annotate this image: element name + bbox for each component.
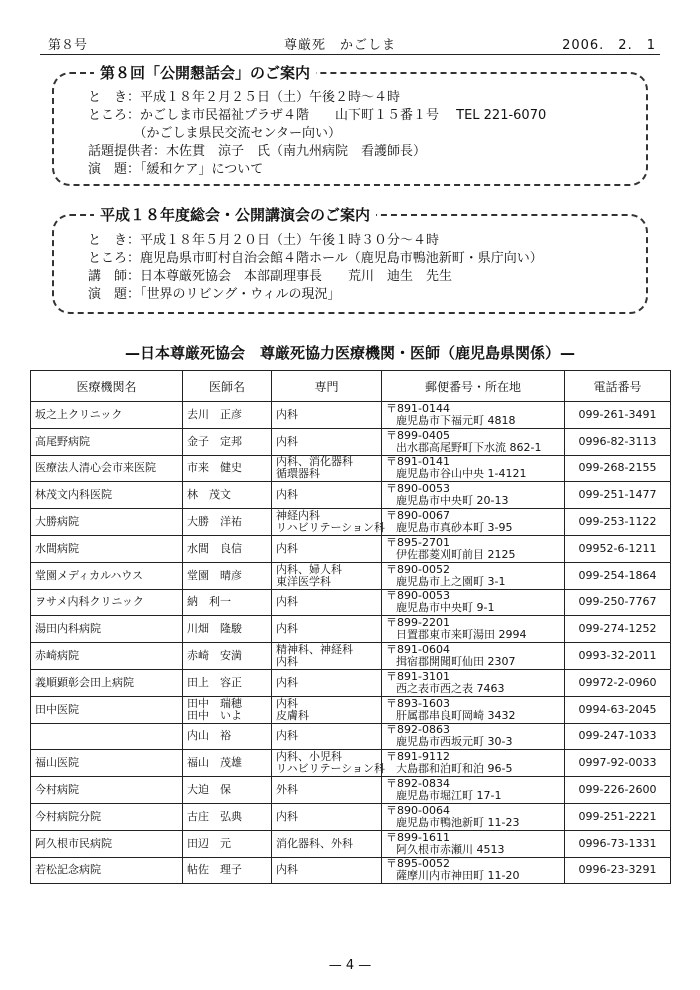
event2-line: 演 題：「世界のリビング・ウィルの現況」 (88, 287, 341, 302)
postal-code: 〒895-2701 (386, 535, 450, 549)
phone-number: 099-268-2155 (565, 455, 671, 482)
postal-code: 〒891-0144 (386, 401, 450, 415)
specialty: 内科、婦人科 東洋医学科 (272, 562, 382, 589)
address: 阿久根市赤瀬川 4513 (396, 842, 505, 856)
phone-number: 0993-32-2011 (565, 643, 671, 670)
header-rule (40, 54, 660, 55)
specialty: 内科、小児科 リハビリテーション科 (272, 750, 382, 777)
facility-name: 福山医院 (31, 750, 183, 777)
table-row (31, 616, 671, 643)
phone-number: 09952-6-1211 (565, 535, 671, 562)
address: 鹿児島市堀江町 17-1 (396, 789, 502, 803)
table-row (31, 455, 671, 482)
address-cell (382, 857, 565, 884)
phone-number: 099-251-2221 (565, 803, 671, 830)
address: 鹿児島市下福元町 4818 (396, 413, 516, 427)
postal-code: 〒890-0067 (386, 509, 450, 523)
table-row (31, 803, 671, 830)
event2-box (52, 206, 648, 314)
address: 鹿児島市鴨池新町 11-23 (396, 815, 520, 829)
postal-code: 〒891-0604 (386, 643, 450, 657)
specialty: 内科 (272, 669, 382, 696)
address: 大島郡和泊町和泊 96-5 (396, 762, 513, 776)
postal-code: 〒899-1611 (386, 830, 450, 844)
phone-number: 099-261-3491 (565, 402, 671, 429)
phone-number: 0997-92-0033 (565, 750, 671, 777)
address-cell (382, 562, 565, 589)
postal-code: 〒890-0053 (386, 482, 450, 496)
address-cell (382, 723, 565, 750)
facility-name: 義順顕彰会田上病院 (31, 669, 183, 696)
address-cell (382, 830, 565, 857)
specialty: 精神科、神経科 内科 (272, 643, 382, 670)
event1-line: 演 題：「緩和ケア」について (88, 162, 264, 177)
doctor-name: 大勝 洋祐 (183, 509, 272, 536)
address: 出水郡高尾野町下水流 862-1 (396, 440, 542, 454)
event2-line: と き：平成１８年５月２０日（土）午後１時３０分～４時 (88, 233, 440, 248)
doctor-name: 林 茂文 (183, 482, 272, 509)
phone-number: 099-253-1122 (565, 509, 671, 536)
postal-code: 〒890-0064 (386, 803, 450, 817)
table-row (31, 562, 671, 589)
doctor-name: 水間 良信 (183, 535, 272, 562)
column-header: 郵便番号・所在地 (382, 371, 565, 402)
facility-name: 水間病院 (31, 535, 183, 562)
specialty: 内科 (272, 803, 382, 830)
table-row (31, 777, 671, 804)
phone-number: 0994-63-2045 (565, 696, 671, 723)
facility-name: 阿久根市民病院 (31, 830, 183, 857)
facility-name: ヲサメ内科クリニック (31, 589, 183, 616)
newsletter-title: 尊厳死 かごしま (284, 38, 397, 53)
phone-number: 099-226-2600 (565, 777, 671, 804)
doctor-name: 田辺 元 (183, 830, 272, 857)
facility-name: 堂園メディカルハウス (31, 562, 183, 589)
phone-number: 09972-2-0960 (565, 669, 671, 696)
facility-name (31, 723, 183, 750)
specialty: 消化器科、外科 (272, 830, 382, 857)
address-cell (382, 777, 565, 804)
doctor-name: 田上 容正 (183, 669, 272, 696)
address-cell (382, 803, 565, 830)
specialty: 内科 (272, 402, 382, 429)
postal-code: 〒895-0052 (386, 857, 450, 871)
column-header: 電話番号 (565, 371, 671, 402)
facility-name: 赤崎病院 (31, 643, 183, 670)
doctor-name: 赤崎 安満 (183, 643, 272, 670)
address-cell (382, 482, 565, 509)
address: 伊佐郡菱刈町前目 2125 (396, 547, 516, 561)
address: 鹿児島市真砂本町 3-95 (396, 521, 513, 535)
specialty: 内科 (272, 535, 382, 562)
facility-name: 大勝病院 (31, 509, 183, 536)
facility-name: 林茂文内科医院 (31, 482, 183, 509)
table-row (31, 428, 671, 455)
address: 鹿児島市中央町 9-1 (396, 601, 495, 615)
address-cell (382, 643, 565, 670)
event1-line: ところ：かごしま市民福祉プラザ４階 山下町１５番１号 TEL 221-6070 (88, 108, 547, 123)
address: 鹿児島市谷山中央 1-4121 (396, 467, 527, 481)
specialty: 外科 (272, 777, 382, 804)
doctor-name: 古庄 弘典 (183, 803, 272, 830)
table-row (31, 723, 671, 750)
facility-table (30, 370, 671, 884)
address-cell (382, 535, 565, 562)
address: 西之表市西之表 7463 (396, 681, 505, 695)
phone-number: 099-247-1033 (565, 723, 671, 750)
doctor-name: 田中 瑞穂 田中 いよ (183, 696, 272, 723)
table-row (31, 830, 671, 857)
table-row (31, 535, 671, 562)
facility-name: 湯田内科病院 (31, 616, 183, 643)
address-cell (382, 669, 565, 696)
table-row (31, 402, 671, 429)
doctor-name: 堂園 晴彦 (183, 562, 272, 589)
section-title: —日本尊厳死協会 尊厳死協力医療機関・医師（鹿児島県関係）— (124, 344, 575, 362)
table-row (31, 669, 671, 696)
facility-name: 坂之上クリニック (31, 402, 183, 429)
table-row (31, 589, 671, 616)
event1-line: 話題提供者：木佐貫 涼子 氏（南九州病院 看護師長） (88, 144, 427, 159)
address: 揖宿郡開聞町仙田 2307 (396, 655, 516, 669)
address: 鹿児島市上之園町 3-1 (396, 574, 506, 588)
doctor-name: 納 利一 (183, 589, 272, 616)
column-header: 医師名 (183, 371, 272, 402)
address: 薩摩川内市神田町 11-20 (396, 869, 520, 883)
event2-title: 平成１８年度総会・公開講演会のご案内 (94, 204, 376, 225)
table-header-row (31, 371, 671, 402)
postal-code: 〒892-0863 (386, 723, 450, 737)
event1-box (52, 64, 648, 186)
address: 鹿児島市中央町 20-13 (396, 494, 509, 508)
issue-number: 第８号 (48, 38, 88, 53)
phone-number: 099-254-1864 (565, 562, 671, 589)
specialty: 内科 (272, 482, 382, 509)
facility-name: 若松記念病院 (31, 857, 183, 884)
facility-name: 医療法人清心会市来医院 (31, 455, 183, 482)
doctor-name: 川畑 隆駿 (183, 616, 272, 643)
page-header (48, 34, 656, 52)
doctor-name: 金子 定邦 (183, 428, 272, 455)
table-row (31, 857, 671, 884)
postal-code: 〒899-2201 (386, 616, 450, 630)
postal-code: 〒899-0405 (386, 428, 450, 442)
event1-line: （かごしま県民交流センター向い） (88, 126, 341, 141)
phone-number: 0996-73-1331 (565, 830, 671, 857)
table-row (31, 696, 671, 723)
postal-code: 〒890-0053 (386, 589, 450, 603)
event2-line: ところ：鹿児島県市町村自治会館４階ホール（鹿児島市鴨池新町・県庁向い） (88, 251, 543, 266)
postal-code: 〒893-1603 (386, 696, 450, 710)
address-cell (382, 750, 565, 777)
facility-name: 高尾野病院 (31, 428, 183, 455)
specialty: 内科 (272, 616, 382, 643)
specialty: 内科 皮膚科 (272, 696, 382, 723)
specialty: 神経内科 リハビリテーション科 (272, 509, 382, 536)
postal-code: 〒891-3101 (386, 669, 450, 683)
address-cell (382, 509, 565, 536)
table-row (31, 643, 671, 670)
phone-number: 0996-23-3291 (565, 857, 671, 884)
table-row (31, 750, 671, 777)
phone-number: 099-274-1252 (565, 616, 671, 643)
postal-code: 〒891-0141 (386, 455, 450, 469)
event1-title: 第８回「公開懇話会」のご案内 (94, 62, 316, 83)
phone-number: 0996-82-3113 (565, 428, 671, 455)
doctor-name: 去川 正彦 (183, 402, 272, 429)
issue-date: 2006. 2. 1 (562, 38, 656, 53)
phone-number: 099-250-7767 (565, 589, 671, 616)
column-header: 医療機関名 (31, 371, 183, 402)
doctor-name: 市来 健史 (183, 455, 272, 482)
specialty: 内科 (272, 428, 382, 455)
doctor-name: 大迫 保 (183, 777, 272, 804)
postal-code: 〒892-0834 (386, 777, 450, 791)
address-cell (382, 428, 565, 455)
event1-line: と き：平成１８年２月２５日（土）午後２時～４時 (88, 90, 401, 105)
address: 鹿児島市西坂元町 30-3 (396, 735, 513, 749)
doctor-name: 福山 茂雄 (183, 750, 272, 777)
column-header: 専門 (272, 371, 382, 402)
facility-name: 今村病院 (31, 777, 183, 804)
doctor-name: 内山 裕 (183, 723, 272, 750)
specialty: 内科 (272, 857, 382, 884)
address: 日置郡東市来町湯田 2994 (396, 628, 527, 642)
address-cell (382, 455, 565, 482)
specialty: 内科 (272, 723, 382, 750)
specialty: 内科 (272, 589, 382, 616)
address: 肝属郡串良町岡崎 3432 (396, 708, 516, 722)
postal-code: 〒891-9112 (386, 750, 450, 764)
address-cell (382, 402, 565, 429)
postal-code: 〒890-0052 (386, 562, 450, 576)
doctor-name: 帖佐 理子 (183, 857, 272, 884)
specialty: 内科、消化器科 循環器科 (272, 455, 382, 482)
facility-name: 田中医院 (31, 696, 183, 723)
event2-line: 講 師：日本尊厳死協会 本部副理事長 荒川 迪生 先生 (88, 269, 453, 284)
address-cell (382, 696, 565, 723)
address-cell (382, 616, 565, 643)
table-row (31, 482, 671, 509)
phone-number: 099-251-1477 (565, 482, 671, 509)
address-cell (382, 589, 565, 616)
table-row (31, 509, 671, 536)
page-number: — 4 — (328, 958, 372, 973)
facility-name: 今村病院分院 (31, 803, 183, 830)
